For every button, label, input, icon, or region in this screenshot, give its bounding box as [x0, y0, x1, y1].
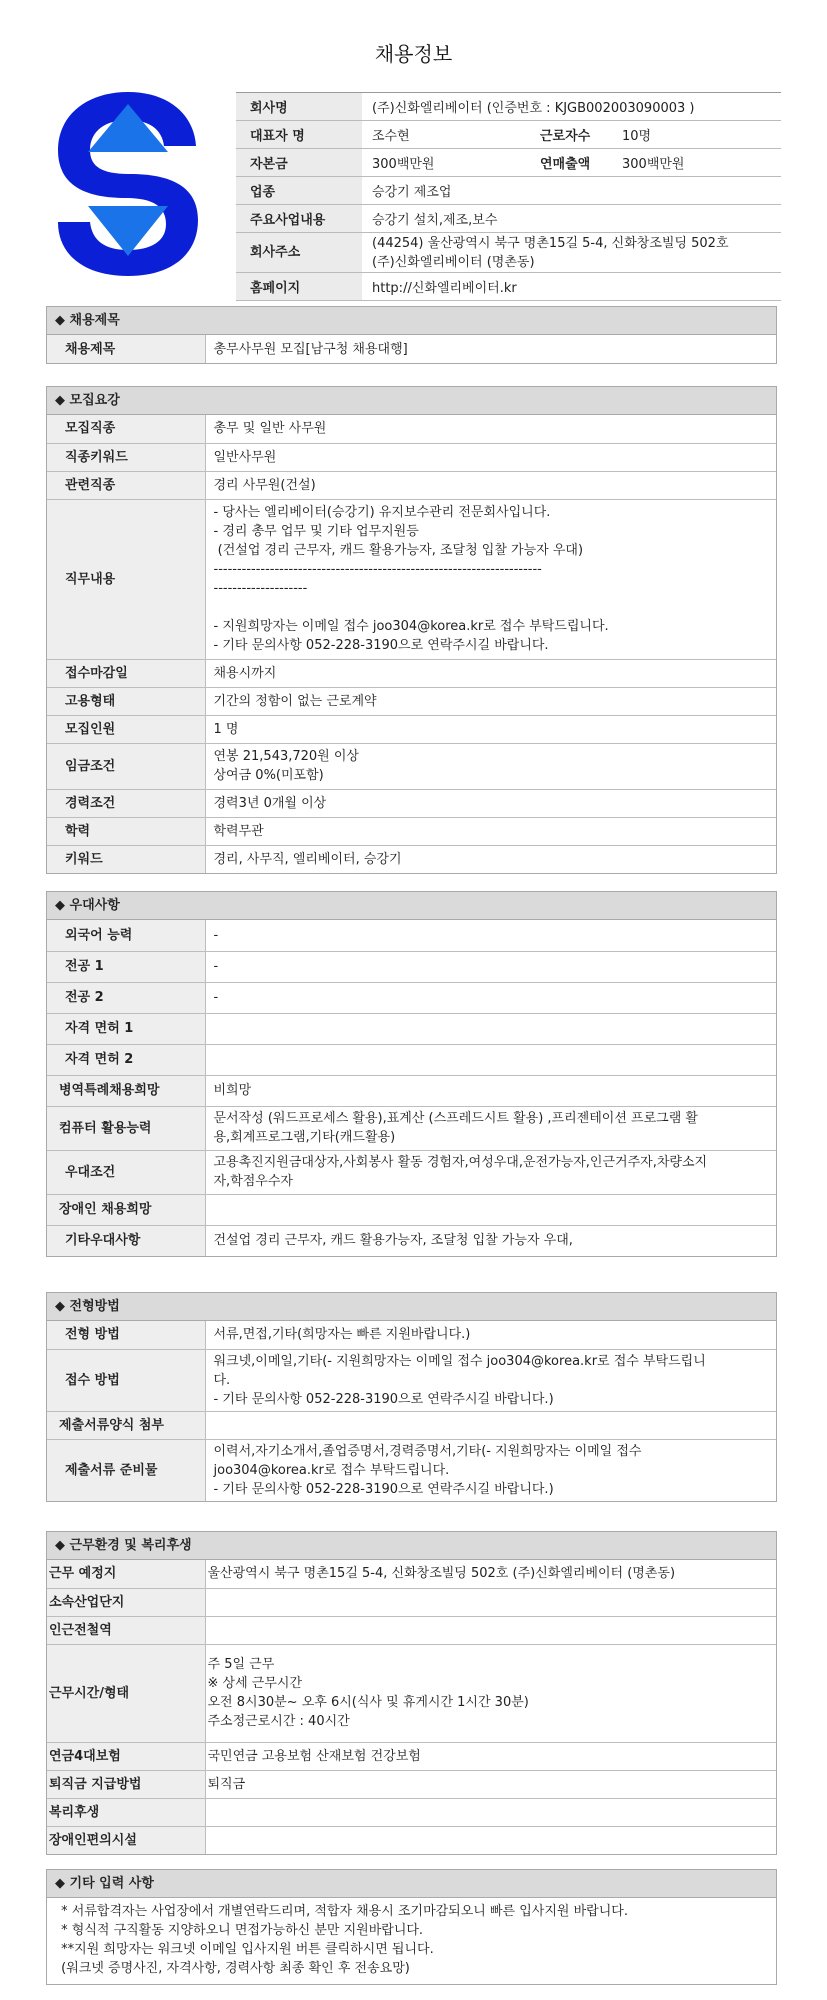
- prefer-row-value: -: [205, 951, 776, 982]
- duty-line: ----------------------------------------------------------------------: [213, 562, 542, 577]
- receipt-line-3: - 기타 문의사항 052-228-3190으로 연락주시길 바랍니다.): [213, 1391, 554, 1407]
- receipt-method-value: [205, 1349, 776, 1411]
- computer-skill-line-1: 문서작성 (워드프로세스 활용),표계산 (스프레드시트 활용) ,프리젠테이션 프로그램 활: [213, 1111, 698, 1126]
- homepage-link[interactable]: http://신화엘리베이터.kr: [362, 273, 781, 301]
- prefer-condition-value: [205, 1150, 776, 1194]
- sales-value: 300백만원: [612, 149, 781, 177]
- section-title: [46, 306, 777, 364]
- work-hours-value: [205, 1644, 776, 1742]
- wage-line-1: 연봉 21,543,720원 이상: [213, 749, 359, 764]
- etc-note-line: **지원 희망자는 워크넷 이메일 입사지원 버튼 클릭하시면 됩니다.: [57, 1942, 434, 1957]
- work-hours-label: 근무시간/형태: [47, 1644, 205, 1742]
- keywords-value: 경리, 사무직, 엘리베이터, 승강기: [213, 851, 402, 867]
- section-etc-heading: ◆ 기타 입력 사항: [47, 1870, 776, 1898]
- job-keyword-label: 직종키워드: [47, 443, 205, 471]
- employment-type-value: 기간의 정함이 없는 근로계약: [205, 687, 776, 715]
- section-etc: [46, 1869, 777, 1985]
- duty-line: (건설업 경리 근무자, 캐드 활용가능자, 조달청 입찰 가능자 우대): [213, 543, 584, 558]
- section-title-heading: ◆ 채용제목: [47, 307, 776, 335]
- required-docs-value: [205, 1439, 776, 1501]
- computer-skill-line-2: 용,회계프로그램,기타(캐드활용): [213, 1130, 396, 1145]
- wage-label: 임금조건: [47, 743, 205, 789]
- headcount-label: 모집인원: [47, 715, 205, 743]
- address-line-2: (주)신화엘리베이터 (명촌동): [372, 254, 535, 270]
- section-recruit: [46, 386, 777, 874]
- employees-value: 10명: [612, 121, 781, 149]
- duty-line: - 기타 문의사항 052-228-3190으로 연락주시길 바랍니다.: [213, 638, 549, 653]
- ceo-label: 대표자 명: [236, 121, 362, 149]
- education-value: 학력무관: [205, 817, 776, 845]
- company-name: (주)신화엘리베이터 (인증번호 : KJGB002003090003 ): [362, 93, 781, 121]
- prefer-row-label: 자격 면허 2: [47, 1044, 205, 1075]
- prefer-row-label: 외국어 능력: [47, 920, 205, 951]
- disabled-facility-label: 장애인편의시설: [47, 1826, 205, 1854]
- duty-line: [214, 598, 769, 617]
- required-docs-label: 제출서류 준비물: [47, 1439, 205, 1501]
- etc-note-line: * 서류합격자는 사업장에서 개별연락드리며, 적합자 채용시 조기마감되오니 빠른 입사지원 바랍니다.: [57, 1904, 628, 1919]
- prefer-row-label: 자격 면허 1: [47, 1013, 205, 1044]
- section-welfare-heading: ◆ 근무환경 및 복리후생: [47, 1532, 776, 1560]
- wage-value: [205, 743, 776, 789]
- industrial-complex-value: [205, 1588, 776, 1616]
- prefer-condition-line-1: 고용촉진지원금대상자,사회봉사 활동 경험자,여성우대,운전가능자,인근거주자,차량소지: [213, 1155, 708, 1170]
- duty-line: - 경리 총무 업무 및 기타 업무지원등: [213, 524, 419, 539]
- severance-label: 퇴직금 지급방법: [47, 1770, 205, 1798]
- prefer-condition-label: 우대조건: [47, 1150, 205, 1194]
- etc-note-line: (워크넷 증명사진, 자격사항, 경력사항 최종 확인 후 전송요망): [57, 1961, 410, 1976]
- section-welfare: [46, 1531, 777, 1855]
- work-hours-line: 주 5일 근무: [207, 1657, 275, 1672]
- address-line-1: (44254) 울산광역시 북구 명촌15길 5-4, 신화창조빌딩 502호: [372, 235, 729, 251]
- page-title: 채용정보: [374, 42, 453, 66]
- job-label: 모집직종: [47, 415, 205, 443]
- title-label: 채용제목: [47, 335, 205, 363]
- etc-notes: [47, 1898, 776, 1984]
- prefer-row-value: [205, 1044, 776, 1075]
- section-prefer-heading: ◆ 우대사항: [47, 892, 776, 920]
- wage-line-2: 상여금 0%(미포함): [213, 768, 324, 783]
- selection-method-value: 서류,면접,기타(희망자는 빠른 지원바랍니다.): [205, 1321, 776, 1349]
- career-value: 경력3년 0개월 이상: [205, 789, 776, 817]
- business-label: 주요사업내용: [236, 205, 362, 233]
- company-info-table: [236, 92, 781, 301]
- address-value: [362, 233, 781, 273]
- employees-label: 근로자수: [532, 121, 612, 149]
- work-hours-line: 오전 8시30분~ 오후 6시(식사 및 휴게시간 1시간 30분): [207, 1695, 529, 1710]
- section-prefer: [46, 891, 777, 1257]
- prefer-row-value: -: [205, 920, 776, 951]
- duty-line: - 당사는 엘리베이터(승강기) 유지보수관리 전문회사입니다.: [213, 505, 551, 520]
- homepage-label: 홈페이지: [236, 273, 362, 301]
- career-label: 경력조건: [47, 789, 205, 817]
- address-label: 회사주소: [236, 233, 362, 273]
- prefer-row-label: 전공 1: [47, 951, 205, 982]
- nearby-station-value: [205, 1616, 776, 1644]
- work-place-label: 근무 예정지: [47, 1560, 205, 1588]
- receipt-line-2: 다.: [213, 1372, 231, 1388]
- employment-type-label: 고용형태: [47, 687, 205, 715]
- keywords-label: 키워드: [47, 845, 205, 873]
- headcount-value: 1 명: [205, 715, 776, 743]
- receipt-method-label: 접수 방법: [47, 1349, 205, 1411]
- docs-line-3: - 기타 문의사항 052-228-3190으로 연락주시길 바랍니다.): [213, 1481, 554, 1497]
- job-keyword-value: 일반사무원: [205, 443, 776, 471]
- section-recruit-heading: ◆ 모집요강: [47, 387, 776, 415]
- other-prefer-value: 건설업 경리 근무자, 캐드 활용가능자, 조달청 입찰 가능자 우대,: [213, 1233, 573, 1249]
- disabled-hire-value: [205, 1194, 776, 1225]
- prefer-row-label: 병역특례채용희망: [47, 1075, 205, 1106]
- capital-value: 300백만원: [362, 149, 532, 177]
- work-place-value: 울산광역시 북구 명촌15길 5-4, 신화창조빌딩 502호 (주)신화엘리베이터 (명촌동): [205, 1560, 776, 1588]
- industry-label: 업종: [236, 177, 362, 205]
- disabled-hire-label: 장애인 채용희망: [47, 1194, 205, 1225]
- deadline-label: 접수마감일: [47, 659, 205, 687]
- selection-method-label: 전형 방법: [47, 1321, 205, 1349]
- receipt-line-1: 워크넷,이메일,기타(- 지원희망자는 이메일 접수 joo304@korea.kr로 접수 부탁드립니: [213, 1353, 706, 1369]
- section-process-heading: ◆ 전형방법: [47, 1293, 776, 1321]
- prefer-row-value: -: [205, 982, 776, 1013]
- disabled-facility-value: [205, 1826, 776, 1854]
- insurance-label: 연금4대보험: [47, 1742, 205, 1770]
- company-logo: [56, 90, 200, 278]
- duty-line: - 지원희망자는 이메일 접수 joo304@korea.kr로 접수 부탁드립니다.: [213, 619, 609, 634]
- prefer-row-value: 비희망: [205, 1075, 776, 1106]
- nearby-station-label: 인근전철역: [47, 1616, 205, 1644]
- capital-label: 자본금: [236, 149, 362, 177]
- docs-line-1: 이력서,자기소개서,졸업증명서,경력증명서,기타(- 지원희망자는 이메일 접수: [213, 1443, 642, 1459]
- work-hours-line: 주소정근로시간 : 40시간: [207, 1714, 350, 1729]
- benefit-value: [205, 1798, 776, 1826]
- industrial-complex-label: 소속산업단지: [47, 1588, 205, 1616]
- prefer-row-label: 전공 2: [47, 982, 205, 1013]
- etc-note-line: * 형식적 구직활동 지양하오니 면접가능하신 분만 지원바랍니다.: [57, 1923, 424, 1938]
- benefit-label: 복리후생: [47, 1798, 205, 1826]
- work-hours-line: ※ 상세 근무시간: [207, 1676, 303, 1691]
- computer-skill-label: 컴퓨터 활용능력: [47, 1106, 205, 1150]
- related-job-label: 관련직종: [47, 471, 205, 499]
- severance-value: 퇴직금: [205, 1770, 776, 1798]
- computer-skill-value: [205, 1106, 776, 1150]
- sales-label: 연매출액: [532, 149, 612, 177]
- related-job-value: 경리 사무원(건설): [205, 471, 776, 499]
- attach-form-label: 제출서류양식 첨부: [47, 1411, 205, 1439]
- docs-line-2: joo304@korea.kr로 접수 부탁드립니다.: [213, 1462, 450, 1478]
- job-value: 총무 및 일반 사무원: [205, 415, 776, 443]
- title-value: 총무사무원 모집[남구청 채용대행]: [213, 341, 408, 357]
- duty-line: --------------------: [213, 581, 308, 596]
- education-label: 학력: [47, 817, 205, 845]
- deadline-value: 채용시까지: [205, 659, 776, 687]
- business-value: 승강기 설치,제조,보수: [362, 205, 781, 233]
- insurance-value: 국민연금 고용보험 산재보험 건강보험: [205, 1742, 776, 1770]
- attach-form-value: [205, 1411, 776, 1439]
- duty-value: [205, 499, 776, 659]
- other-prefer-label: 기타우대사항: [47, 1225, 205, 1256]
- industry-value: 승강기 제조업: [362, 177, 781, 205]
- ceo-value: 조수현: [362, 121, 532, 149]
- prefer-row-value: [205, 1013, 776, 1044]
- prefer-condition-line-2: 자,학점우수자: [213, 1174, 293, 1189]
- section-process: [46, 1292, 777, 1502]
- duty-label: 직무내용: [47, 499, 205, 659]
- company-name-label: 회사명: [236, 93, 362, 121]
